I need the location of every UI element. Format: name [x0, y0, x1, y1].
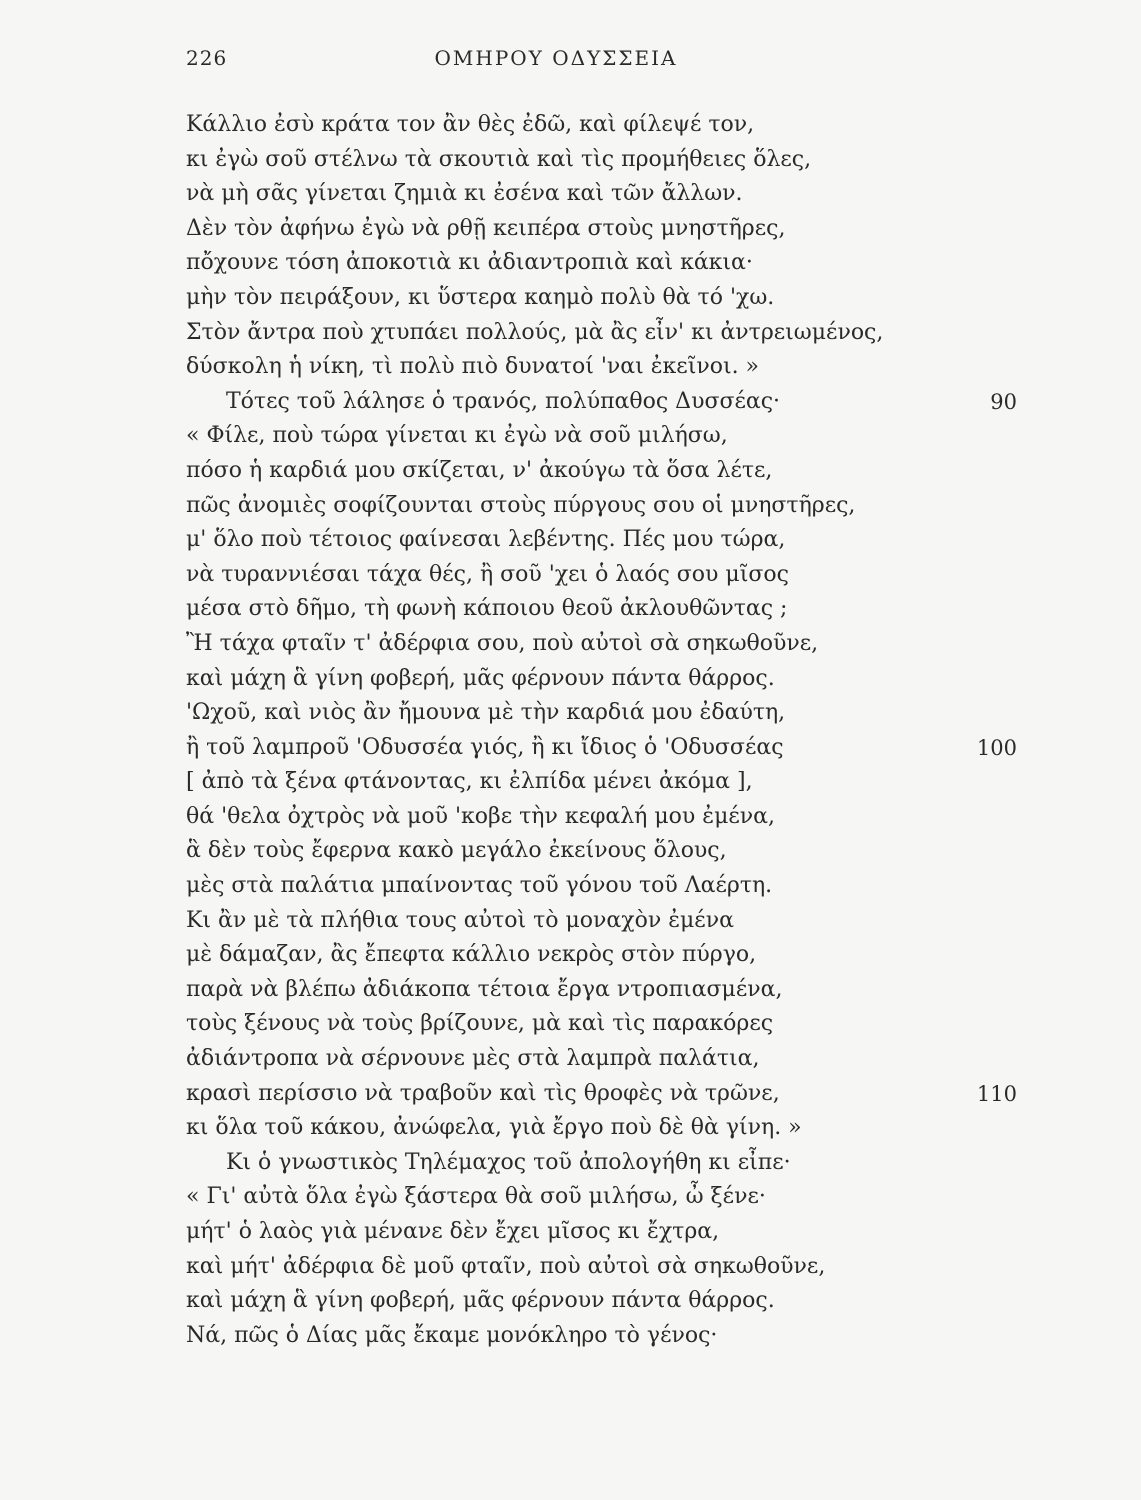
- verse-line: [0, 1180, 1141, 1215]
- verse-line: [0, 662, 1141, 697]
- verse-line: [0, 1007, 1141, 1042]
- verse-line: [0, 316, 1141, 351]
- running-head: ΟΜΗΡΟΥ ΟΔΥΣΣΕΙΑ: [434, 46, 678, 70]
- verse-line: [0, 1146, 1141, 1181]
- verse-text: κι ὅλα τοῦ κάκου, ἀνώφελα, γιὰ ἔργο ποὺ δὲ θὰ γίνη. »: [186, 1115, 802, 1141]
- verse-line: [0, 627, 1141, 662]
- verse-line: [0, 281, 1141, 316]
- line-number: 90: [990, 389, 1017, 414]
- verse-text: δύσκολη ἡ νίκη, τὶ πολὺ πιὸ δυνατοί 'ναι ἐκεῖνοι. »: [186, 354, 760, 380]
- verse-line: [0, 973, 1141, 1008]
- verse-text: νὰ τυραννιέσαι τάχα θές, ἢ σοῦ 'χει ὁ λαός σου μῖσος: [186, 561, 789, 587]
- verse-line: [0, 834, 1141, 869]
- verse-line: [0, 869, 1141, 904]
- verse-text: Κι ὁ γνωστικὸς Τηλέμαχος τοῦ ἀπολογήθη κι εἶπε·: [226, 1149, 791, 1175]
- verse-line: [0, 143, 1141, 178]
- verse-text: μ' ὅλο ποὺ τέτοιος φαίνεσαι λεβέντης. Πές μου τώρα,: [186, 527, 786, 553]
- verse-text: Ἢ τάχα φταῖν τ' ἀδέρφια σου, ποὺ αὐτοὶ σὰ σηκωθοῦνε,: [186, 630, 819, 656]
- verse-text: πὄχουνε τόση ἀποκοτιὰ κι ἀδιαντροπιὰ καὶ κάκια·: [186, 250, 753, 276]
- verse-text: μὲς στὰ παλάτια μπαίνοντας τοῦ γόνου τοῦ Λαέρτη.: [186, 873, 773, 899]
- verse-text: καὶ μάχη ἃ γίνη φοβερή, μᾶς φέρνουν πάντα θάρρος.: [186, 1288, 775, 1314]
- verse-line: [0, 1250, 1141, 1285]
- verse-line: [0, 523, 1141, 558]
- verse-line: [0, 800, 1141, 835]
- verse-line: [0, 1111, 1141, 1146]
- verse-line: [0, 385, 1141, 420]
- verse-text: ἀδιάντροπα νὰ σέρνουνε μὲς στὰ λαμπρὰ παλάτια,: [186, 1046, 760, 1072]
- verse-text: νὰ μὴ σᾶς γίνεται ζημιὰ κι ἐσένα καὶ τῶν ἄλλων.: [186, 181, 743, 207]
- verse-text: μὴν τὸν πειράξουν, κι ὕστερα καημὸ πολὺ θὰ τό 'χω.: [186, 284, 775, 310]
- verse-text: « Γι' αὐτὰ ὅλα ἐγὼ ξάστερα θὰ σοῦ μιλήσω, ὦ ξένε·: [186, 1184, 766, 1210]
- page-header: [186, 46, 926, 80]
- verse-text: καὶ μάχη ἃ γίνη φοβερή, μᾶς φέρνουν πάντα θάρρος.: [186, 665, 775, 691]
- verse-line: [0, 765, 1141, 800]
- verse-text: ἢ τοῦ λαμπροῦ 'Οδυσσέα γιός, ἢ κι ἴδιος ὁ 'Οδυσσέας: [186, 734, 784, 760]
- verse-line: [0, 489, 1141, 524]
- verse-line: [0, 246, 1141, 281]
- verse-text: ἃ δὲν τοὺς ἔφερνα κακὸ μεγάλο ἐκείνους ὅλους,: [186, 838, 727, 864]
- verse-line: [0, 419, 1141, 454]
- verse-line: [0, 731, 1141, 766]
- verse-text: κι ἐγὼ σοῦ στέλνω τὰ σκουτιὰ καὶ τὶς προμήθειες ὅλες,: [186, 146, 812, 172]
- verse-text: Νά, πῶς ὁ Δίας μᾶς ἔκαμε μονόκληρο τὸ γένος·: [186, 1322, 718, 1348]
- verse-text: καὶ μήτ' ἀδέρφια δὲ μοῦ φταῖν, ποὺ αὐτοὶ σὰ σηκωθοῦνε,: [186, 1253, 826, 1279]
- verse-line: [0, 108, 1141, 143]
- verse-line: [0, 592, 1141, 627]
- verse-line: [0, 558, 1141, 593]
- verse-line: [0, 696, 1141, 731]
- verse-text: Τότες τοῦ λάλησε ὁ τρανός, πολύπαθος Δυσσέας·: [226, 388, 781, 414]
- verse-line: [0, 1284, 1141, 1319]
- verse-text: Δὲν τὸν ἀφήνω ἐγὼ νὰ ρθῇ κειπέρα στοὺς μνηστῆρες,: [186, 215, 786, 241]
- verse-text: μέσα στὸ δῆμο, τὴ φωνὴ κάποιου θεοῦ ἀκλουθῶντας ;: [186, 596, 788, 622]
- verse-line: [0, 1319, 1141, 1354]
- verse-text: θά 'θελα ὀχτρὸς νὰ μοῦ 'κοβε τὴν κεφαλή μου ἐμένα,: [186, 803, 775, 829]
- verse-text: πῶς ἀνομιὲς σοφίζουνται στοὺς πύργους σου οἱ μνηστῆρες,: [186, 492, 856, 518]
- verse-line: [0, 212, 1141, 247]
- line-number: 100: [976, 735, 1017, 760]
- verse-text: κρασὶ περίσσιο νὰ τραβοῦν καὶ τὶς θροφὲς νὰ τρῶνε,: [186, 1080, 780, 1106]
- verse-line: [0, 1042, 1141, 1077]
- verse-block: [0, 108, 1141, 1353]
- verse-text: μήτ' ὁ λαὸς γιὰ μένανε δὲν ἔχει μῖσος κι ἔχτρα,: [186, 1219, 720, 1244]
- verse-text: τοὺς ξένους νὰ τοὺς βρίζουνε, μὰ καὶ τὶς παρακόρες: [186, 1011, 774, 1037]
- verse-line: [0, 177, 1141, 212]
- verse-text: Στὸν ἄντρα ποὺ χτυπάει πολλούς, μὰ ἂς εἶν' κι ἀντρειωμένος,: [186, 319, 884, 345]
- line-number: 110: [976, 1081, 1017, 1106]
- verse-text: [ ἀπὸ τὰ ξένα φτάνοντας, κι ἐλπίδα μένει ἀκόμα ],: [186, 769, 753, 795]
- verse-text: Κι ἂν μὲ τὰ πλήθια τους αὐτοὶ τὸ μοναχὸν ἐμένα: [186, 907, 734, 933]
- verse-line: [0, 454, 1141, 489]
- verse-text: Κάλλιο ἐσὺ κράτα τον ἂν θὲς ἐδῶ, καὶ φίλεψέ τον,: [186, 112, 755, 137]
- verse-line: [0, 1077, 1141, 1112]
- verse-text: μὲ δάμαζαν, ἂς ἔπεφτα κάλλιο νεκρὸς στὸν πύργο,: [186, 942, 757, 968]
- verse-text: 'Ωχοῦ, καὶ νιὸς ἂν ἤμουνα μὲ τὴν καρδιά μου ἐδαύτη,: [186, 700, 786, 726]
- verse-line: [0, 1215, 1141, 1250]
- verse-text: παρὰ νὰ βλέπω ἀδιάκοπα τέτοια ἔργα ντροπιασμένα,: [186, 976, 783, 1002]
- verse-text: « Φίλε, ποὺ τώρα γίνεται κι ἐγὼ νὰ σοῦ μιλήσω,: [186, 423, 728, 449]
- page-number: 226: [186, 46, 228, 70]
- verse-line: [0, 904, 1141, 939]
- verse-line: [0, 350, 1141, 385]
- verse-line: [0, 938, 1141, 973]
- verse-text: πόσο ἡ καρδιά μου σκίζεται, ν' ἀκούγω τὰ ὅσα λέτε,: [186, 457, 773, 483]
